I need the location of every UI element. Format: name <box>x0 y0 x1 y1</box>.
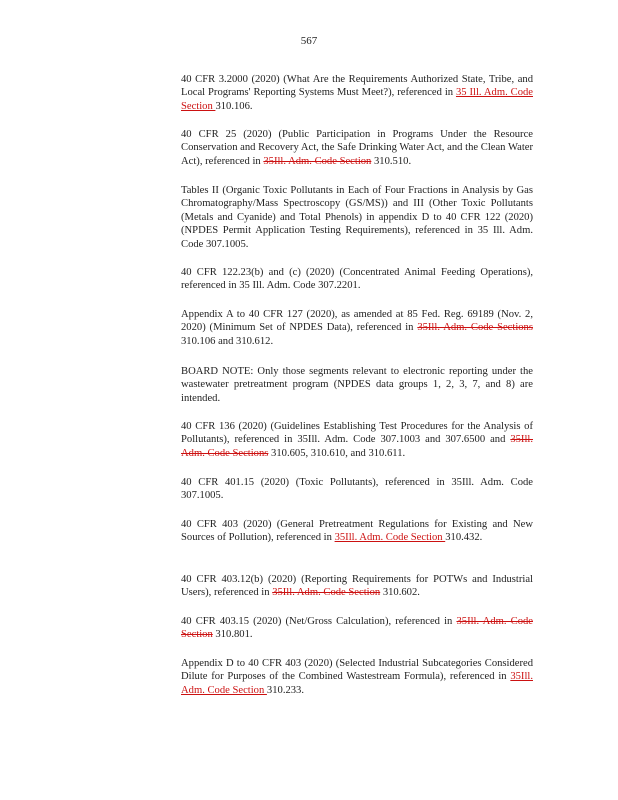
entry-text-end: 310.605, 310.610, and 310.611. <box>268 447 406 459</box>
entry-text-end: 310.510. <box>371 155 412 167</box>
reference-entry <box>181 184 533 251</box>
deleted-text: 35Ill. Adm. Code Section <box>263 155 372 167</box>
reference-entry <box>181 128 533 168</box>
board-note <box>181 365 533 405</box>
entry-text: 40 CFR 401.15 (2020) (Toxic Pollutants), referenced in 35Ill. Adm. Code 307.1005. <box>181 477 533 502</box>
entry-text: Appendix D to 40 CFR 403 (2020) (Selected Industrial Subcategories Considered Dilute for Purposes of the Combined Wastestream Formula), referenced in <box>181 658 533 683</box>
deleted-text: 35Ill. Adm. Code Section <box>181 616 533 641</box>
reference-entry <box>181 266 533 293</box>
deleted-text: 35Ill. Adm. Code Sections <box>181 434 533 459</box>
inserted-text: 35 Ill. Adm. Code Section <box>181 87 533 112</box>
reference-entry <box>181 615 533 642</box>
reference-entry <box>181 518 533 545</box>
reference-entry <box>181 476 533 503</box>
inserted-text: 35Ill. Adm. Code Section <box>334 532 446 544</box>
entry-text: BOARD NOTE: Only those segments relevant to electronic reporting under the wastewater pretreatment program (NPDES data groups 1, 2, 3, 7, and 8) are intended. <box>181 366 533 404</box>
entry-text-end: 310.233. <box>266 684 304 696</box>
entry-text: 40 CFR 3.2000 (2020) (What Are the Requirements Authorized State, Tribe, and Local Programs' Reporting Systems Must Meet?), referenced in <box>181 74 533 99</box>
reference-entry <box>181 573 533 600</box>
entry-text: 40 CFR 403 (2020) (General Pretreatment Regulations for Existing and New Sources of Pollution), referenced in <box>181 519 533 544</box>
deleted-text: 35Ill. Adm. Code Section <box>272 587 381 599</box>
inserted-text: 35Ill. Adm. Code Section <box>181 671 533 696</box>
entry-text-end: 310.106. <box>215 100 253 112</box>
entry-text-end: 310.432. <box>445 532 483 544</box>
entry-text: Tables II (Organic Toxic Pollutants in Each of Four Fractions in Analysis by Gas Chromatography/Mass Spectroscopy (GS/MS)) and III (Other Toxic Pollutants (Metals and Cyanide) and Total Phenols) in appendix D to 40 CFR 122 (2020) (NPDES Permit Application Testing Requirements), referenced in 35 Ill. Adm. Code 307.1005. <box>181 185 533 250</box>
deleted-text: 35Ill. Adm. Code Sections <box>417 322 533 334</box>
entry-text-end: 310.106 and 310.612. <box>181 335 274 347</box>
page-number: 567 <box>300 35 318 47</box>
entry-text: 40 CFR 122.23(b) and (c) (2020) (Concentrated Animal Feeding Operations), referenced in 35 Ill. Adm. Code 307.2201. <box>181 267 533 292</box>
reference-entry <box>181 420 533 460</box>
entry-text-end: 310.602. <box>380 587 420 599</box>
entry-text-end: 310.801. <box>212 629 253 641</box>
entry-text: 40 CFR 136 (2020) (Guidelines Establishing Test Procedures for the Analysis of Pollutants), referenced in 35Ill. Adm. Code 307.1003 and 307.6500 and <box>181 421 533 446</box>
reference-entry <box>181 657 533 697</box>
entry-text: 40 CFR 25 (2020) (Public Participation in Programs Under the Resource Conservation and Recovery Act, the Safe Drinking Water Act, and the Clean Water Act), referenced in <box>181 129 533 167</box>
reference-entry <box>181 308 533 348</box>
entry-text: Appendix A to 40 CFR 127 (2020), as amended at 85 Fed. Reg. 69189 (Nov. 2, 2020) (Minimum Set of NPDES Data), referenced in <box>181 309 533 334</box>
entry-text: 40 CFR 403.15 (2020) (Net/Gross Calculation), referenced in <box>181 616 457 627</box>
reference-entry <box>181 73 533 113</box>
entry-text: 40 CFR 403.12(b) (2020) (Reporting Requirements for POTWs and Industrial Users), referenced in <box>181 574 533 599</box>
